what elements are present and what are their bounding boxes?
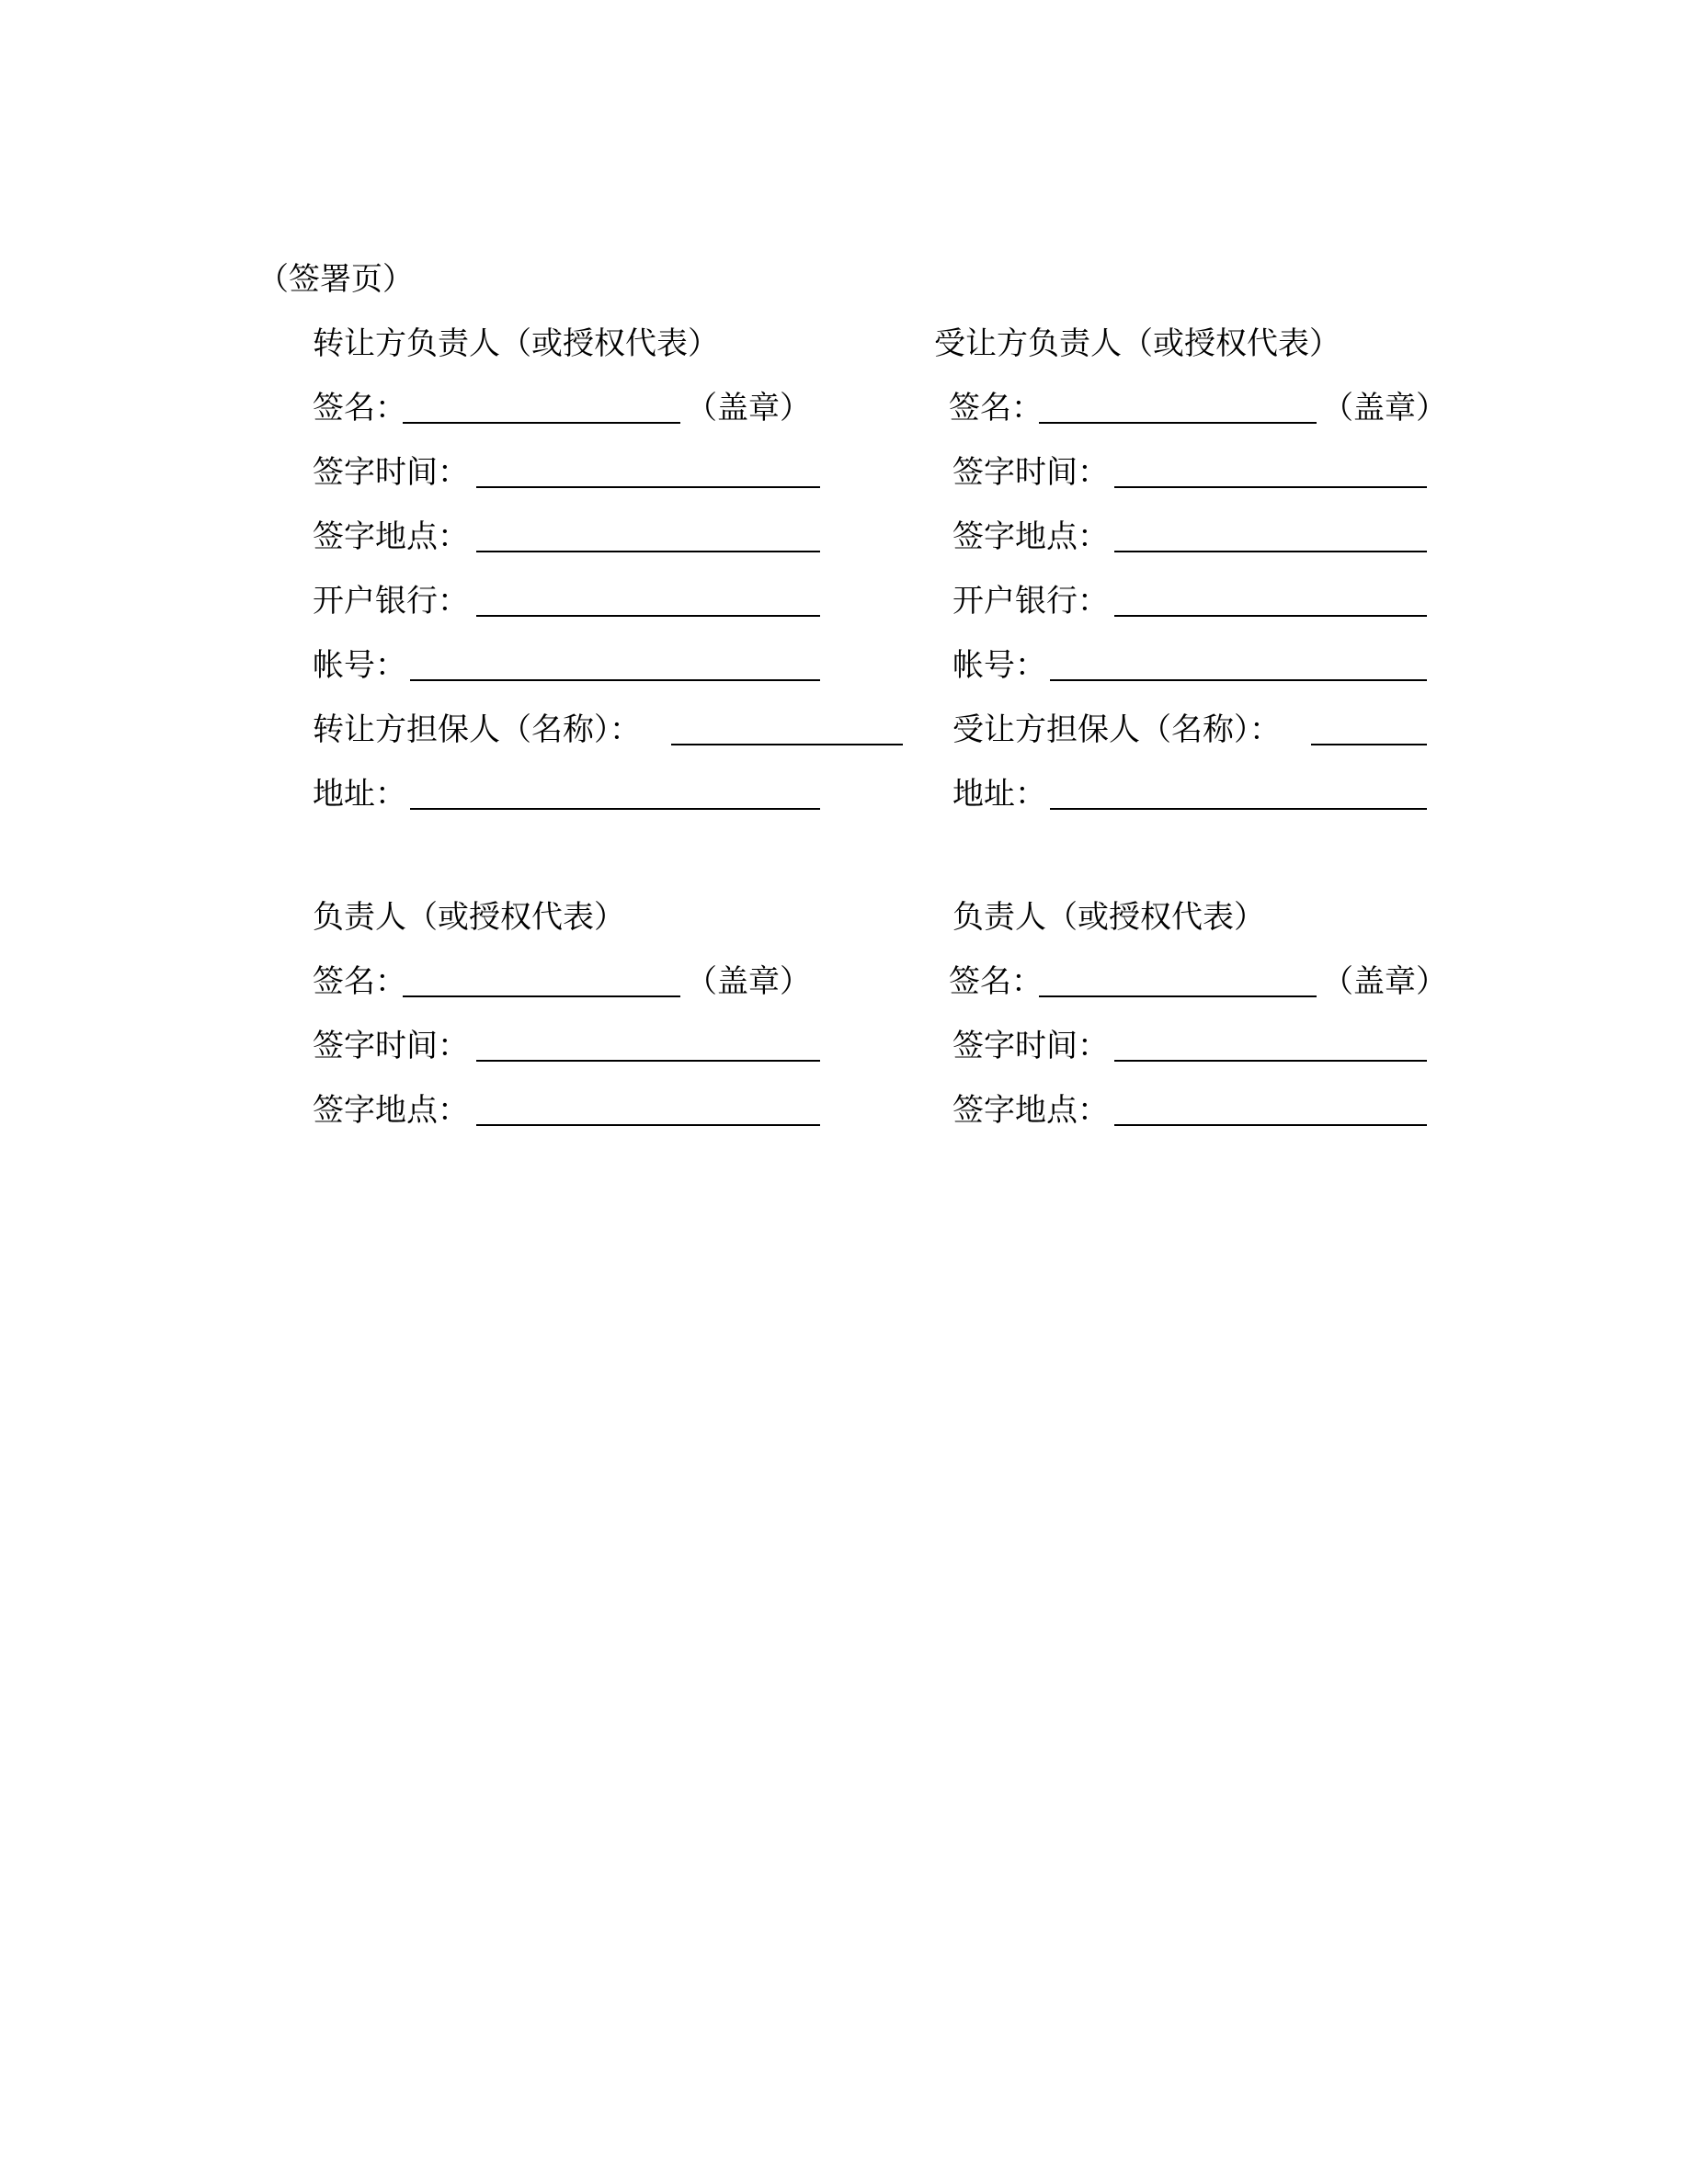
transferor-guarantor-time-line[interactable] xyxy=(476,1060,820,1062)
transferee-account-label: 帐号： xyxy=(952,647,1046,684)
transferee-sign-label: 签名： xyxy=(949,390,1043,427)
transferee-place-line[interactable] xyxy=(1114,551,1427,552)
transferor-time-line[interactable] xyxy=(476,486,820,488)
transferee-seal-label: （盖章） xyxy=(1322,390,1447,427)
transferor-guarantor-place-line[interactable] xyxy=(476,1124,820,1126)
transferor-heading: 转让方负责人（或授权代表） xyxy=(313,325,719,362)
transferor-account-label: 帐号： xyxy=(313,647,406,684)
transferee-time-line[interactable] xyxy=(1114,486,1427,488)
transferor-account-line[interactable] xyxy=(410,679,820,681)
transferor-guarantor-line[interactable] xyxy=(671,744,903,745)
transferee-guarantor-sign-label: 签名： xyxy=(949,963,1043,1000)
transferee-time-label: 签字时间： xyxy=(952,454,1109,491)
page-label: （签署页） xyxy=(257,261,414,298)
transferor-seal-label: （盖章） xyxy=(686,390,811,427)
transferor-guarantor-sign-label: 签名： xyxy=(313,963,406,1000)
transferee-bank-line[interactable] xyxy=(1114,615,1427,617)
transferee-guarantor-heading: 负责人（或授权代表） xyxy=(952,899,1265,936)
transferee-sign-line[interactable] xyxy=(1039,422,1317,424)
transferor-guarantor-label: 转让方担保人（名称）： xyxy=(313,711,641,748)
transferor-guarantor-heading: 负责人（或授权代表） xyxy=(313,899,625,936)
transferee-guarantor-line[interactable] xyxy=(1311,744,1427,745)
transferor-guarantor-seal-label: （盖章） xyxy=(686,963,811,1000)
transferor-sign-label: 签名： xyxy=(313,390,406,427)
transferor-address-label: 地址： xyxy=(313,776,406,813)
transferor-address-line[interactable] xyxy=(410,808,820,810)
transferor-guarantor-time-label: 签字时间： xyxy=(313,1028,469,1064)
transferee-guarantor-time-label: 签字时间： xyxy=(952,1028,1109,1064)
transferor-place-label: 签字地点： xyxy=(313,518,469,555)
transferee-bank-label: 开户银行： xyxy=(952,583,1109,620)
transferor-bank-line[interactable] xyxy=(476,615,820,617)
transferee-guarantor-sign-line[interactable] xyxy=(1039,995,1317,997)
transferee-place-label: 签字地点： xyxy=(952,518,1109,555)
transferor-place-line[interactable] xyxy=(476,551,820,552)
transferor-time-label: 签字时间： xyxy=(313,454,469,491)
transferor-guarantor-sign-line[interactable] xyxy=(403,995,680,997)
transferee-address-label: 地址： xyxy=(952,776,1046,813)
transferee-account-line[interactable] xyxy=(1050,679,1427,681)
transferor-bank-label: 开户银行： xyxy=(313,583,469,620)
transferee-guarantor-seal-label: （盖章） xyxy=(1322,963,1447,1000)
transferee-guarantor-place-line[interactable] xyxy=(1114,1124,1427,1126)
transferor-sign-line[interactable] xyxy=(403,422,680,424)
transferee-heading: 受让方负责人（或授权代表） xyxy=(934,325,1340,362)
transferee-address-line[interactable] xyxy=(1050,808,1427,810)
transferor-guarantor-place-label: 签字地点： xyxy=(313,1092,469,1129)
transferee-guarantor-place-label: 签字地点： xyxy=(952,1092,1109,1129)
transferee-guarantor-label: 受让方担保人（名称）： xyxy=(952,711,1281,748)
transferee-guarantor-time-line[interactable] xyxy=(1114,1060,1427,1062)
